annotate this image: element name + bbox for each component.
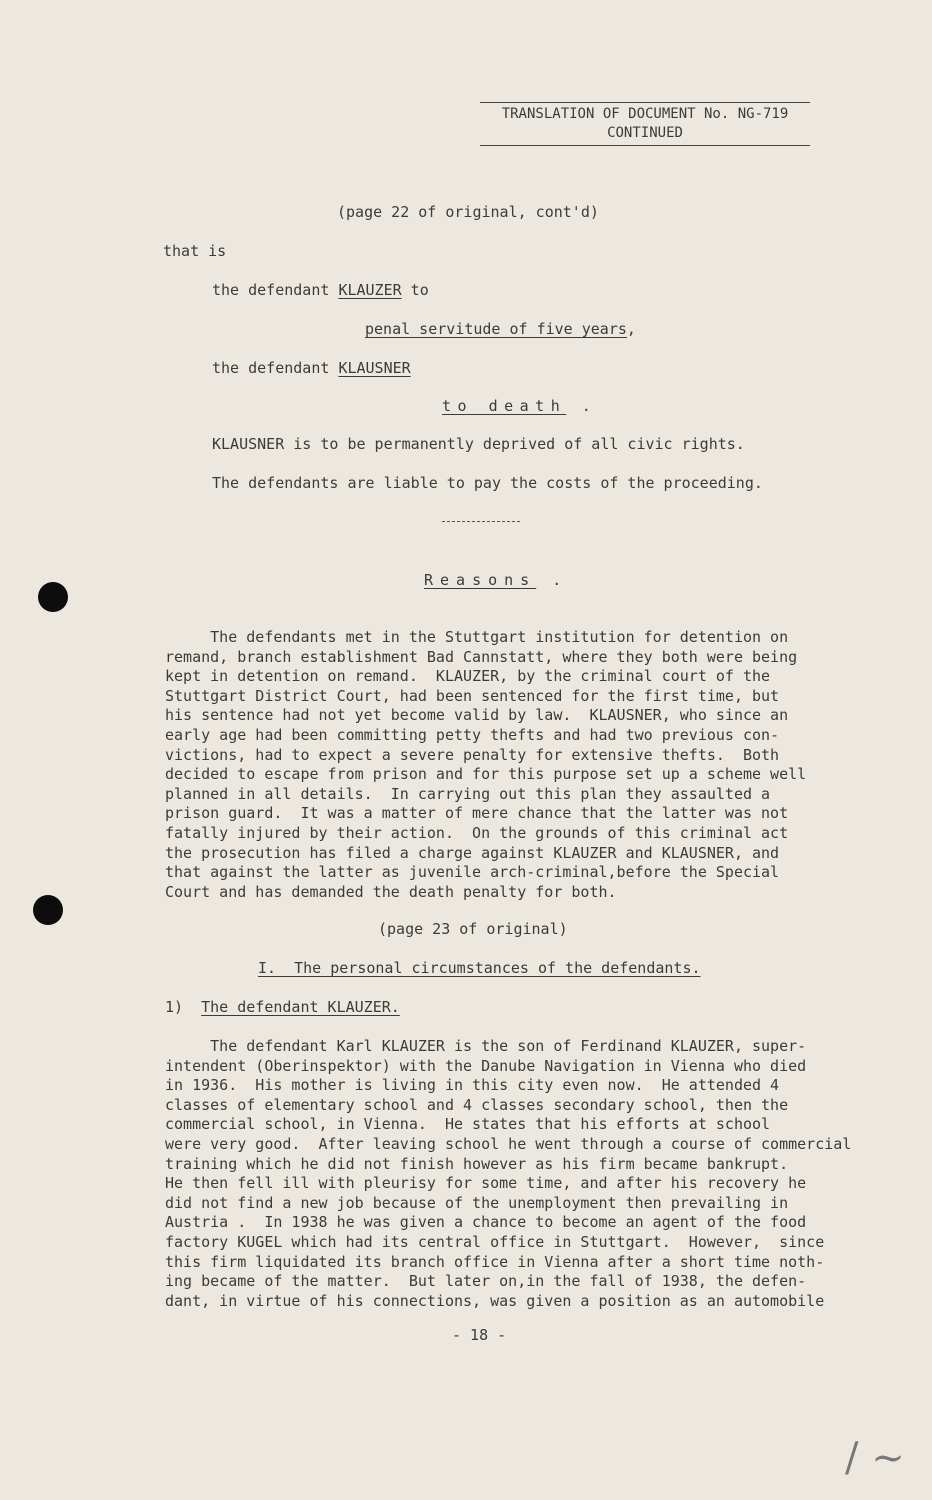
civic-rights-text: KLAUSNER is to be permanently deprived of all civic rights. (212, 435, 745, 453)
costs-text: The defendants are liable to pay the costs of the proceeding. (212, 474, 763, 492)
paragraph-line: Austria . In 1938 he was given a chance to become an agent of the food (165, 1213, 807, 1232)
header-continued: CONTINUED (607, 125, 683, 141)
paragraph-line: remand, branch establishment Bad Cannstatt, where they both were being (165, 647, 798, 666)
reasons-heading (424, 571, 568, 591)
paragraph-line: ing became of the matter. But later on,in the fall of 1938, the defen- (165, 1272, 807, 1291)
document-header (480, 102, 810, 146)
paragraph-line: The defendant Karl KLAUZER is the son of Ferdinand KLAUZER, super- (165, 1037, 807, 1055)
paragraph-line: classes of elementary school and 4 classes secondary school, then the (165, 1095, 789, 1114)
punch-hole-bottom (33, 895, 63, 925)
paragraph-line: his sentence had not yet become valid by law. KLAUSNER, who since an (165, 706, 789, 725)
page-number: - 18 - (452, 1326, 507, 1344)
verdict-defendant-1-prefix: the defendant (212, 281, 339, 299)
paragraph-line: commercial school, in Vienna. He states that his efforts at school (165, 1115, 771, 1134)
paragraph-line: Court and has demanded the death penalty for both. (165, 882, 617, 901)
paragraph-line: did not find a new job because of the unemployment then prevailing in (165, 1193, 789, 1212)
verdict-sentence-2-end: . (566, 397, 598, 415)
verdict-defendant-2-prefix: the defendant (212, 359, 339, 377)
verdict-sentence-2-text: to death (442, 397, 567, 415)
subsection-title: The defendant KLAUZER. (201, 998, 400, 1016)
reasons-heading-end: . (536, 571, 569, 589)
defendant-klauzer-paragraph (165, 1037, 870, 1311)
paragraph-line: fatally injured by their action. On the grounds of this criminal act (165, 823, 789, 842)
paragraph-line: planned in all details. In carrying out this plan they assaulted a (165, 784, 771, 803)
verdict-sentence-2 (442, 397, 597, 417)
page-reference-23: (page 23 of original) (378, 920, 568, 938)
paragraph-line: dant, in virtue of his connections, was given a position as an automobile (165, 1291, 825, 1310)
paragraph-line: victions, had to expect a severe penalty for extensive thefts. Both (165, 745, 780, 764)
paragraph-line: He then fell ill with pleurisy for some time, and after his recovery he (165, 1174, 807, 1193)
verdict-defendant-2-name: KLAUSNER (338, 359, 411, 377)
that-is-text: that is (163, 242, 227, 260)
paragraph-line: that against the latter as juvenile arch-criminal,before the Special (165, 863, 780, 882)
paragraph-line: prison guard. It was a matter of mere chance that the latter was not (165, 804, 789, 823)
paragraph-line: this firm liquidated its branch office in Vienna after a short time noth- (165, 1252, 825, 1271)
reasons-heading-text: Reasons (424, 571, 537, 589)
section-heading-personal-circumstances: I. The personal circumstances of the defendants. (258, 959, 701, 977)
verdict-defendant-1-name: KLAUZER (338, 281, 402, 299)
header-title: TRANSLATION OF DOCUMENT No. NG-719 (501, 106, 789, 122)
subsection-heading (165, 998, 400, 1018)
page-reference-22: (page 22 of original, cont'd) (337, 203, 599, 221)
punch-hole-top (38, 582, 68, 612)
verdict-sentence-1 (365, 320, 636, 340)
paragraph-line: The defendants met in the Stuttgart institution for detention on (165, 628, 789, 646)
paragraph-line: early age had been committing petty thefts and had two previous con- (165, 725, 780, 744)
section-divider (442, 521, 520, 522)
paragraph-line: intendent (Oberinspektor) with the Danube Navigation in Vienna who died (165, 1056, 807, 1075)
paragraph-line: kept in detention on remand. KLAUZER, by the criminal court of the (165, 667, 771, 686)
verdict-sentence-1-end: , (626, 320, 636, 338)
reasons-paragraph (165, 628, 870, 902)
paragraph-line: the prosecution has filed a charge against KLAUZER and KLAUSNER, and (165, 843, 780, 862)
paragraph-line: were very good. After leaving school he went through a course of commercial (165, 1134, 852, 1153)
paragraph-line: in 1936. His mother is living in this city even now. He attended 4 (165, 1076, 780, 1095)
verdict-defendant-2 (212, 359, 411, 379)
handwritten-margin-mark: / ~ (845, 1435, 905, 1481)
verdict-defendant-1 (212, 281, 429, 301)
subsection-number: 1) (165, 998, 202, 1016)
verdict-defendant-1-suffix: to (401, 281, 429, 299)
paragraph-line: Stuttgart District Court, had been sentenced for the first time, but (165, 686, 780, 705)
paragraph-line: factory KUGEL which had its central office in Stuttgart. However, since (165, 1232, 825, 1251)
paragraph-line: training which he did not finish however as his firm became bankrupt. (165, 1154, 789, 1173)
verdict-sentence-1-text: penal servitude of five years (365, 320, 627, 338)
paragraph-line: decided to escape from prison and for this purpose set up a scheme well (165, 765, 807, 784)
